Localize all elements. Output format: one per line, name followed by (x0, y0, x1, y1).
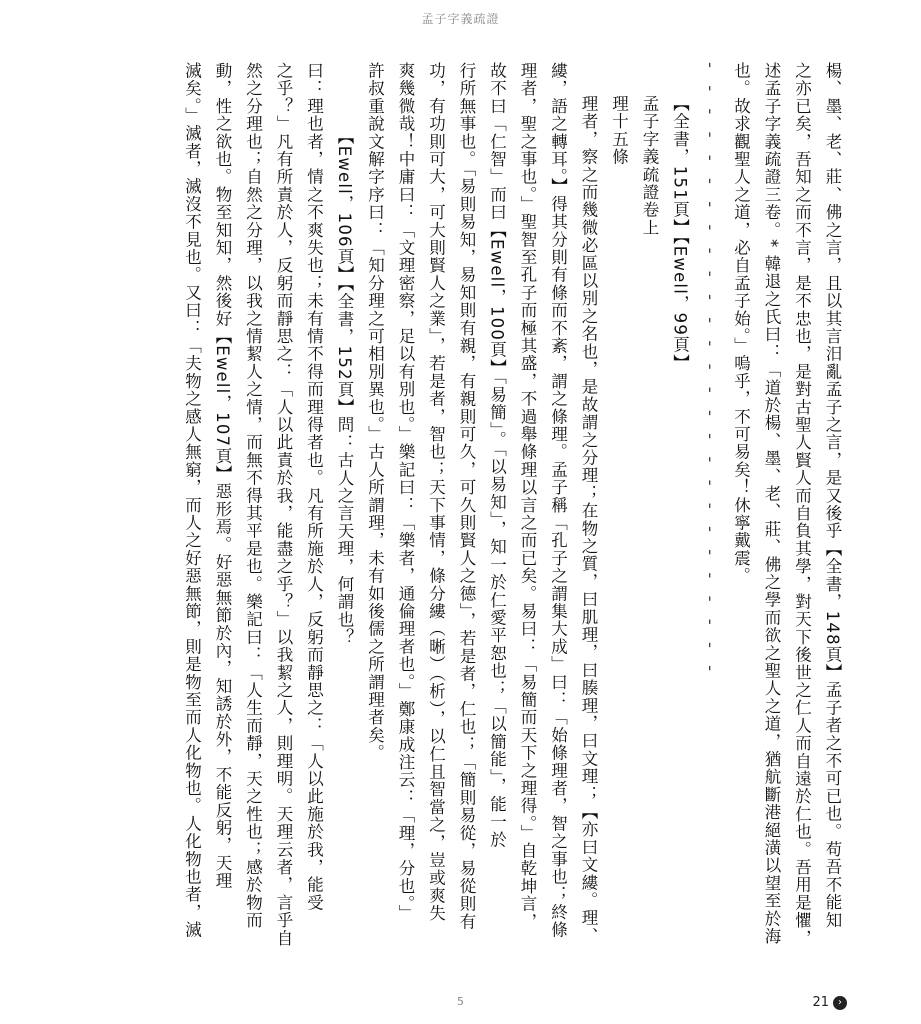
page-number: 21 (812, 995, 829, 1010)
separator-dashes: - - - - - - - - - - - - - - - - - - - - - - - - - - - (701, 62, 720, 678)
text-line: 許叔重說文解字序曰：「知分理之可相別異也。」古人所謂理，未有如後儒之所謂理者矣。 (365, 62, 385, 762)
chevron-right-icon[interactable]: › (833, 996, 847, 1010)
text-line: 滅矣。」滅者，滅沒不見也。又曰：「夫物之感人無窮，而人之好惡無節，則是物至而人化物也。人化物也者，滅 (182, 62, 202, 939)
section-title: 理十五條 (609, 95, 629, 166)
page-reference: 【全書，151頁】【Ewell，99頁】 (670, 95, 690, 372)
text-line: 故不曰「仁智」而曰【Ewell，100頁】「易簡」。「以易知」，知一於仁愛平恕也；「以簡能」，能一於 (487, 62, 507, 849)
document-text (67, 62, 847, 967)
question-line: 【Ewell，106頁】【全書，152頁】問：古人之言天理，何謂也？ (335, 128, 354, 647)
text-line: 之亦已矣，吾知之而不言，是不忠也，是對古聖人賢人而自負其學，對天下後世之仁人而自遠於仁也。吾用是懼， (792, 62, 812, 947)
page-number-control[interactable] (812, 995, 847, 1010)
text-line: 之乎？」凡有所責於人，反躬而靜思之：「人以此責於我，能盡之乎？」以我絜之人，則理明。天理云者，言乎自 (274, 62, 293, 947)
text-line: 然之分理也；自然之分理，以我之情絜人之情，而無不得其平是也。樂記曰：「人生而靜，天之性也；感於物而 (243, 62, 263, 930)
text-line: 理者，聖之事也。」聖智至孔子而極其盛，不過舉條理以言之而已矣。易曰：「易簡而天下之理得。」自乾坤言， (518, 62, 537, 931)
text-line: 功，有功則可大，可大則賢人之業」，若是者，智也；天下事情，條分縷（晰）（析），以仁且智當之，豈或爽失 (426, 62, 446, 923)
text-line: 動，性之欲也。物至知知，然後好【Ewell，107頁】惡形焉。好惡無節於內，知誘於外，不能反躬，天理 (213, 62, 232, 890)
center-page-number: 5 (457, 995, 464, 1008)
page-title: 孟子字義疏證 (421, 12, 500, 26)
chapter-title: 孟子字義疏證卷上 (640, 95, 659, 237)
text-line: 縷，語之轉耳。】得其分則有條而不紊，謂之條理。孟子稱「孔子之謂集大成」曰：「始條理者，智之事也；終條 (548, 62, 568, 939)
text-line: 行所無事也。「易則易知，易知則有親，有親則可久，可久則賢人之德」，若是者，仁也；「簡則易從，易從則有 (457, 62, 476, 931)
text-line: 曰：理也者，情之不爽失也；未有情不得而理得者也。凡有所施於人，反躬而靜思之：「人以此施於我，能受 (304, 62, 324, 912)
text-line: 爽幾微哉！中庸曰：「文理密察，足以有別也。」樂記曰：「樂者，通倫理者也。」鄭康成注云：「理，分也。」 (396, 62, 415, 923)
text-line: 也。故求觀聖人之道，必自孟子始。」嗚乎，不可易矣！休寧戴震。 (731, 62, 751, 585)
text-line: 述孟子字義疏證三卷。* 韓退之氏曰：「道於楊、墨、老、莊、佛之學而欲之聖人之道，猶航斷港絕潢以望至於海 (762, 62, 781, 946)
text-line: 楊、墨、老、莊、佛之言，且以其言汨亂孟子之言，是又後乎【全書，148頁】孟子者之不可已也。苟吾不能知 (823, 62, 842, 929)
text-line: 理者，察之而幾微必區以別之名也，是故謂之分理；在物之質，曰肌理，曰腠理，曰文理；【亦曰文縷。理、 (579, 95, 598, 945)
